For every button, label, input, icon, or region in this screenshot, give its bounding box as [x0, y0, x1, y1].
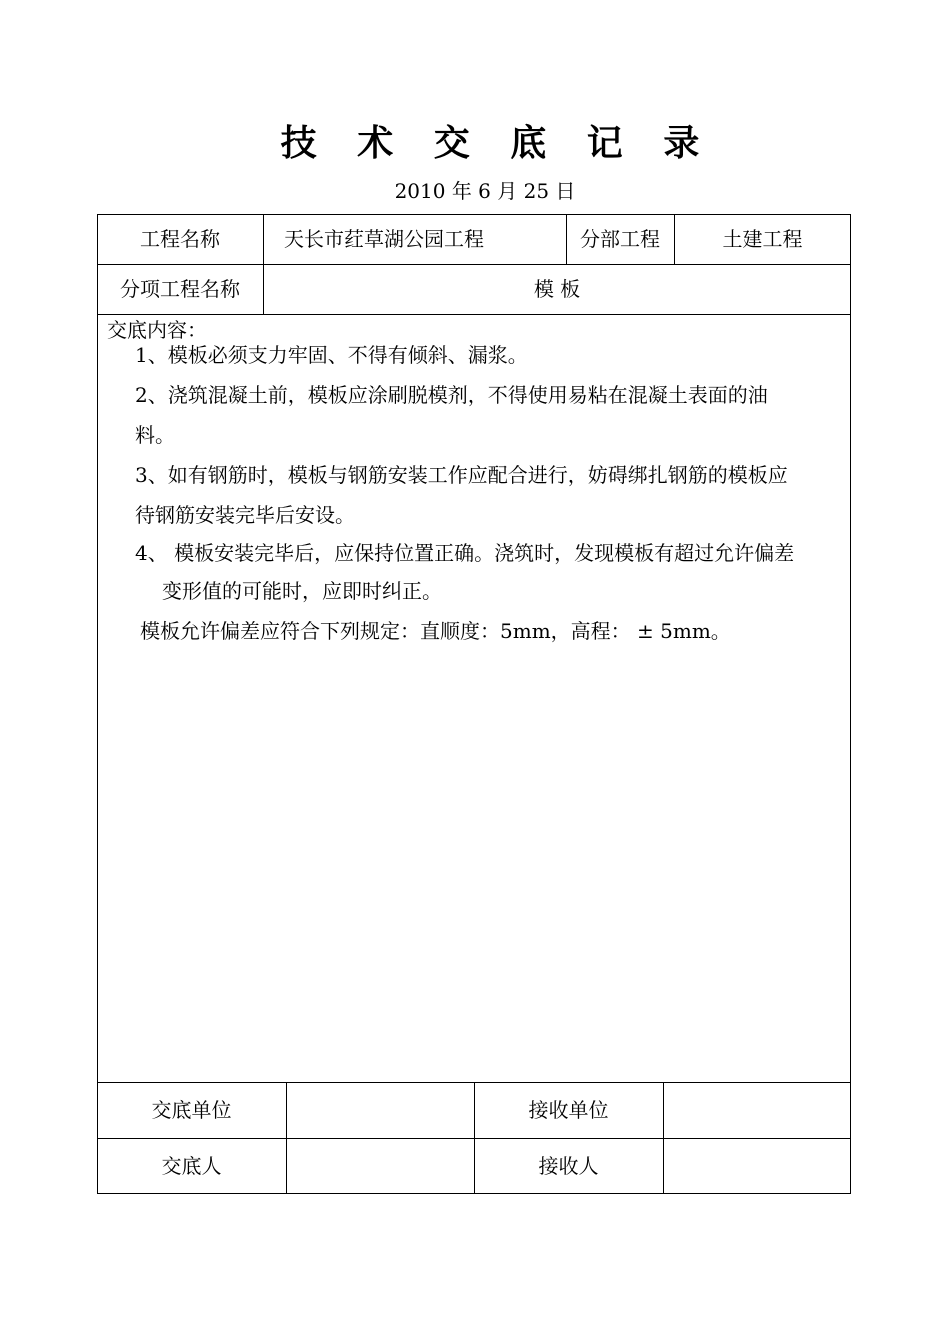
page-title: 技 术 交 底 记 录 [280, 122, 714, 164]
content-line: 变形值的可能时，应即时纠正。 [162, 579, 442, 603]
record-date: 2010 年 6 月 25 日 [394, 179, 576, 203]
issuer-person-field[interactable] [286, 1138, 474, 1194]
receiver-unit-label: 接收单位 [528, 1098, 609, 1122]
content-line: 4、 模板安装完毕后，应保持位置正确。浇筑时，发现模板有超过允许偏差 [135, 541, 795, 565]
issuer-person-label: 交底人 [161, 1154, 222, 1178]
division-value: 土建工程 [722, 227, 803, 251]
subitem-value: 模 板 [533, 277, 581, 301]
content-line: 2、浇筑混凝土前，模板应涂刷脱模剂，不得使用易粘在混凝土表面的油 [135, 383, 768, 407]
issuer-unit-field[interactable] [286, 1082, 474, 1138]
content-line: 1、模板必须支力牢固、不得有倾斜、漏浆。 [135, 343, 528, 367]
receiver-person-label: 接收人 [538, 1154, 599, 1178]
issuer-unit-label: 交底单位 [151, 1098, 232, 1122]
receiver-unit-field[interactable] [663, 1082, 851, 1138]
content-line: 料。 [135, 423, 175, 447]
project-name-label: 工程名称 [140, 227, 220, 251]
content-line: 3、如有钢筋时，模板与钢筋安装工作应配合进行，妨碍绑扎钢筋的模板应 [135, 463, 788, 487]
content-line: 模板允许偏差应符合下列规定：直顺度：5mm，高程： ± 5mm。 [140, 619, 731, 643]
subitem-label: 分项工程名称 [120, 277, 240, 301]
division-label: 分部工程 [580, 227, 660, 251]
content-label: 交底内容： [107, 318, 207, 342]
table-divider [97, 314, 851, 315]
receiver-person-field[interactable] [663, 1138, 851, 1194]
project-name-value: 天长市荭草湖公园工程 [284, 227, 484, 251]
content-line: 待钢筋安装完毕后安设。 [135, 503, 355, 527]
